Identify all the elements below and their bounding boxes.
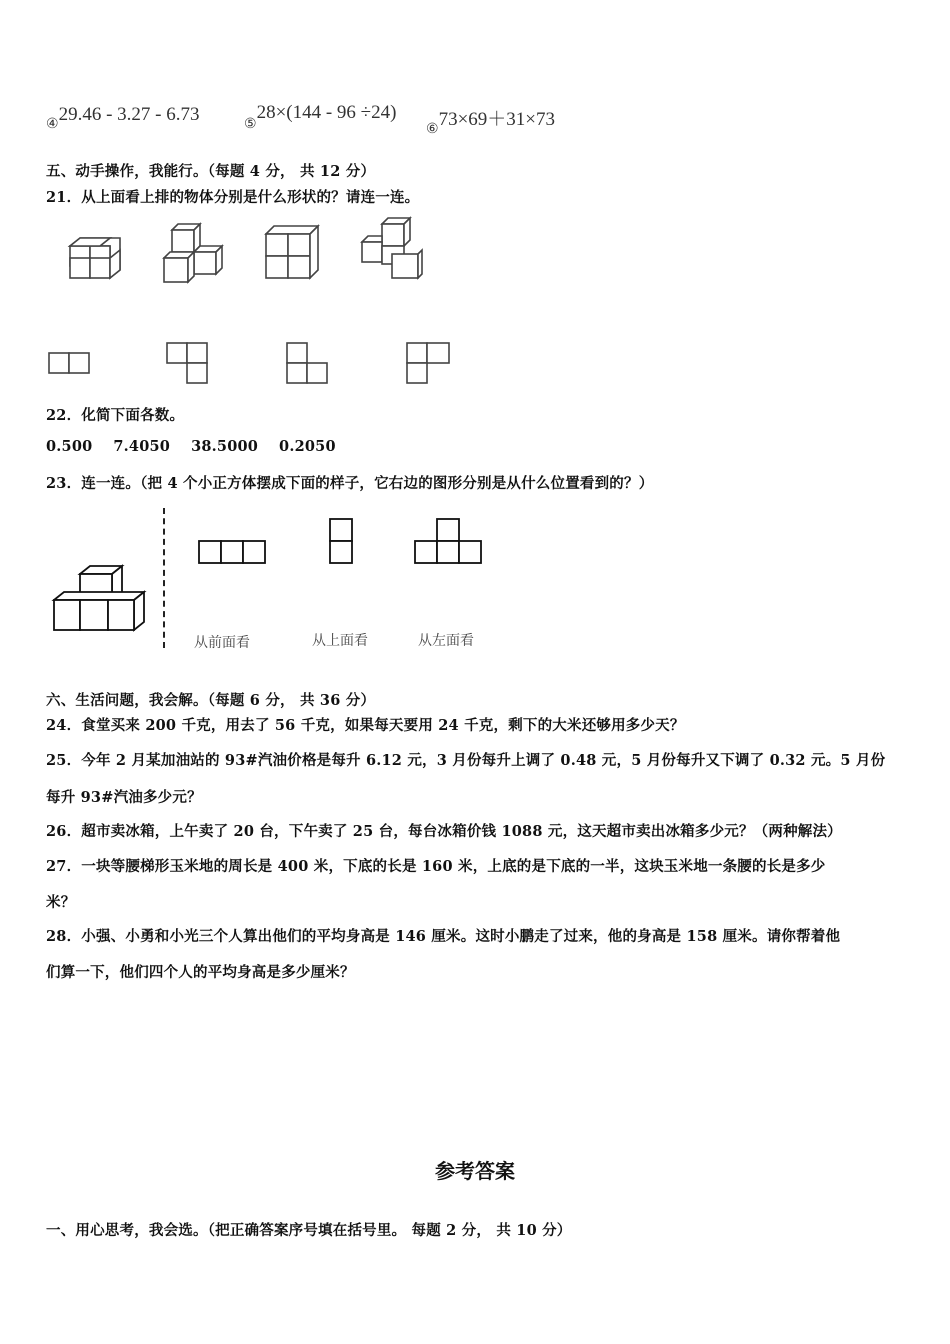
item-number: ④ bbox=[46, 116, 59, 132]
item-number: ⑥ bbox=[426, 121, 439, 137]
question-25-line-2: 每升 93#汽油多少元？ bbox=[46, 789, 202, 806]
question-28-line-1: 28．小强、小勇和小光三个人算出他们的平均身高是 146 厘米。这时小鹏走了过来，他的身高是 158 厘米。请你帮着他 bbox=[46, 928, 841, 945]
q21-view-2 bbox=[166, 342, 210, 384]
expression: 28×(144 - 96 ÷24) bbox=[256, 102, 397, 123]
q21-object-2 bbox=[162, 224, 226, 286]
question-27-line-2: 米？ bbox=[46, 894, 76, 911]
label-left-view: 从左面看 bbox=[418, 633, 474, 649]
question-21: 21．从上面看上排的物体分别是什么形状的？请连一连。 bbox=[46, 189, 420, 206]
calc-item-6 bbox=[426, 104, 555, 137]
divider-dashed bbox=[163, 508, 165, 648]
q21-view-1 bbox=[48, 352, 90, 374]
q23-view-front bbox=[198, 540, 266, 564]
question-28-line-2: 们算一下，他们四个人的平均身高是多少厘米？ bbox=[46, 964, 355, 981]
section-6-heading: 六、生活问题，我会解。（每题 6 分， 共 36 分） bbox=[46, 692, 376, 709]
answers-title: 参考答案 bbox=[435, 1159, 515, 1183]
question-26: 26．超市卖冰箱，上午卖了 20 台，下午卖了 25 台，每台冰箱价钱 1088 元，这天超市卖出冰箱多少元？（两种解法） bbox=[46, 823, 842, 840]
question-22: 22．化简下面各数。 bbox=[46, 407, 185, 424]
question-22-numbers: 0.500 7.4050 38.5000 0.2050 bbox=[46, 438, 336, 455]
expression: 29.46 - 3.27 - 6.73 bbox=[58, 104, 200, 125]
expression: 73×69＋31×73 bbox=[438, 109, 555, 130]
q21-object-1 bbox=[68, 238, 124, 284]
q23-view-left bbox=[414, 518, 482, 564]
q21-object-4 bbox=[358, 218, 424, 282]
question-24: 24．食堂买来 200 千克，用去了 56 千克，如果每天要用 24 千克，剩下的大米还够用多少天？ bbox=[46, 717, 685, 734]
calc-item-5 bbox=[244, 102, 397, 132]
q21-view-4 bbox=[406, 342, 452, 384]
q23-cube-stack bbox=[52, 562, 150, 634]
answers-section-1-heading: 一、用心思考，我会选。（把正确答案序号填在括号里。 每题 2 分， 共 10 分） bbox=[46, 1222, 572, 1239]
calc-item-4 bbox=[46, 104, 200, 132]
item-number: ⑤ bbox=[244, 116, 257, 132]
question-27-line-1: 27．一块等腰梯形玉米地的周长是 400 米，下底的长是 160 米，上底的是下底的一半，这块玉米地一条腰的长是多少 bbox=[46, 858, 826, 875]
label-top-view: 从上面看 bbox=[312, 633, 368, 649]
q23-view-top bbox=[329, 518, 353, 564]
question-25-line-1: 25．今年 2 月某加油站的 93#汽油价格是每升 6.12 元，3 月份每升上调了 0.48 元，5 月份每升又下调了 0.32 元。5 月份 bbox=[46, 752, 886, 769]
q21-view-3 bbox=[286, 342, 330, 384]
label-front-view: 从前面看 bbox=[194, 635, 250, 651]
question-23: 23．连一连。（把 4 个小正方体摆成下面的样子，它右边的图形分别是从什么位置看到的？） bbox=[46, 475, 654, 492]
section-5-heading: 五、动手操作，我能行。（每题 4 分， 共 12 分） bbox=[46, 163, 376, 180]
q21-object-3 bbox=[264, 226, 322, 282]
